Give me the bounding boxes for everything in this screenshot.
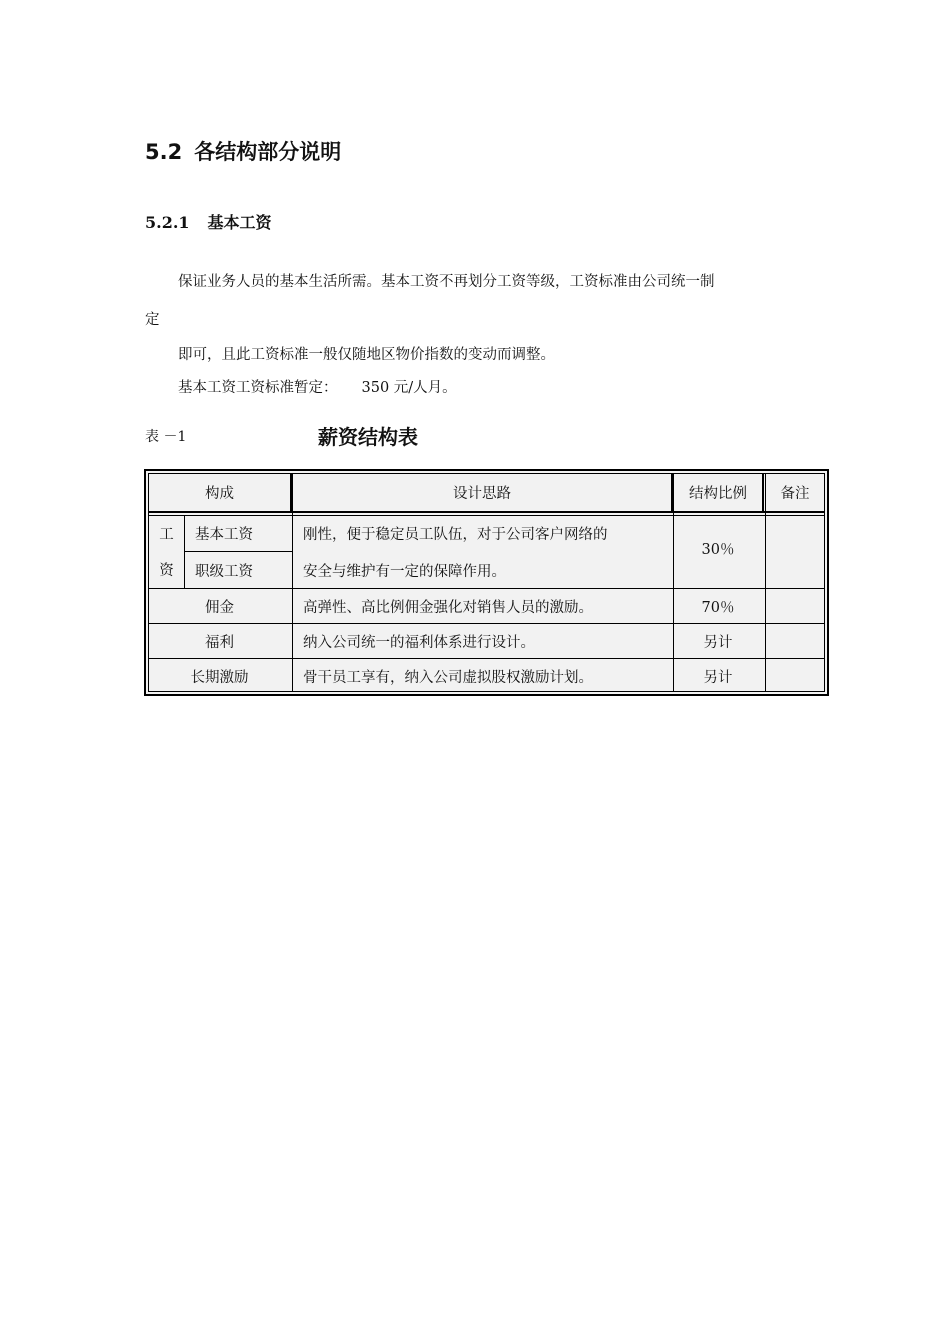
- design-long-term-incentive: 骨干员工享有，纳入公司虚拟股权激励计划。: [303, 669, 593, 686]
- item-rank-salary: 职级工资: [195, 563, 253, 580]
- ratio-welfare: 另计: [703, 634, 733, 651]
- header-separator: [149, 511, 824, 513]
- salary-structure-table: [144, 469, 829, 696]
- header-ratio: 结构比例: [689, 486, 747, 502]
- design-commission: 高弹性、高比例佣金强化对销售人员的激励。: [303, 599, 593, 616]
- paragraph-3: [178, 376, 457, 397]
- section-title: 各结构部分说明: [194, 140, 342, 164]
- col-divider: [762, 474, 764, 511]
- table-caption-title: 薪资结构表: [318, 425, 418, 449]
- note-commission: [766, 589, 824, 623]
- ratio-long-term-incentive: 另计: [703, 669, 733, 686]
- table-caption-label: 表 －1: [145, 429, 187, 445]
- item-welfare: 福利: [205, 634, 234, 651]
- subsection-title: 基本工资: [207, 213, 272, 232]
- subsection-heading: [145, 210, 272, 233]
- design-rank-salary: 安全与维护有一定的保障作用。: [303, 563, 506, 580]
- section-heading: [145, 136, 341, 166]
- salary-standard-value: 350 元/人月。: [361, 380, 457, 396]
- section-number: 5.2: [145, 140, 183, 164]
- ratio-salary: 30％: [701, 541, 735, 558]
- paragraph-2: 即可，且此工资标准一般仅随地区物价指数的变动而调整。: [178, 347, 555, 363]
- paragraph-1-line-1: 保证业务人员的基本生活所需。基本工资不再划分工资等级，工资标准由公司统一制: [178, 274, 715, 290]
- design-basic-salary: 刚性，便于稳定员工队伍，对于公司客户网络的: [303, 526, 608, 543]
- note-long-term-incentive: [766, 659, 824, 693]
- paragraph-1-line-2: 定: [145, 312, 160, 328]
- header-note: 备注: [780, 486, 810, 502]
- ratio-commission: 70％: [701, 599, 735, 616]
- item-commission: 佣金: [205, 599, 234, 616]
- item-basic-salary: 基本工资: [195, 526, 253, 543]
- group-label-bottom: 资: [159, 563, 174, 579]
- note-welfare: [766, 624, 824, 658]
- item-long-term-incentive: 长期激励: [190, 669, 249, 686]
- header-design: 设计思路: [453, 486, 511, 502]
- note-salary: [766, 515, 824, 588]
- design-welfare: 纳入公司统一的福利体系进行设计。: [303, 634, 535, 651]
- salary-standard-label: 基本工资工资标准暂定：: [178, 380, 338, 396]
- subsection-number: 5.2.1: [145, 213, 190, 232]
- group-label-top: 工: [159, 526, 174, 543]
- header-composition: 构成: [205, 486, 234, 502]
